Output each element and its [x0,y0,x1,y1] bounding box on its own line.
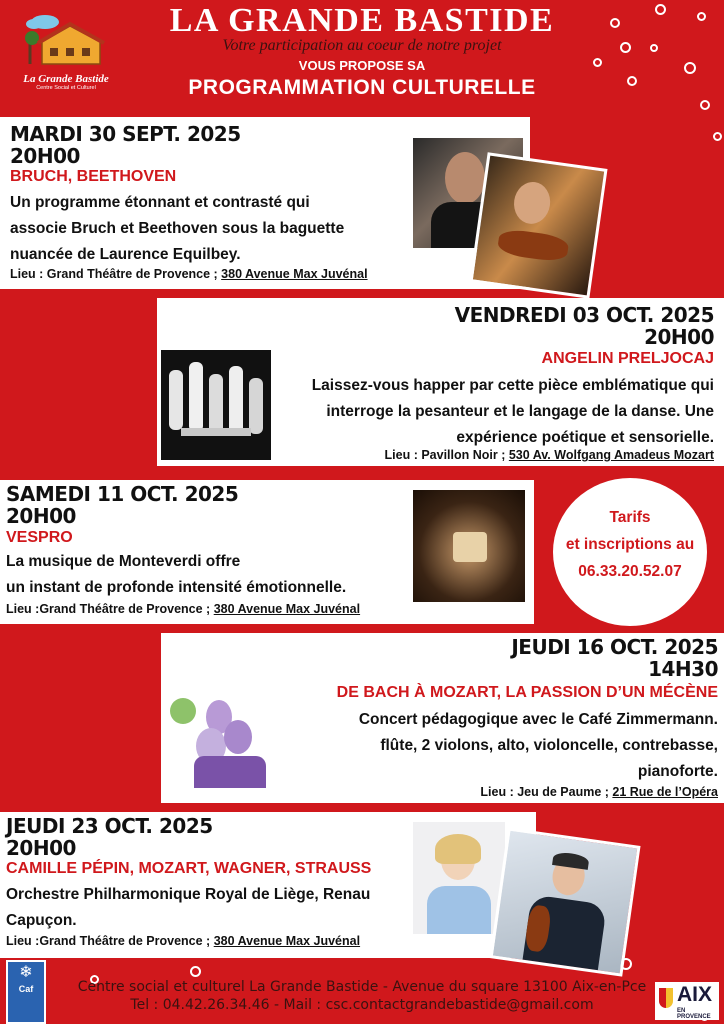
event-artist: VESPRO [6,529,73,546]
desc-line: associe Bruch et Beethoven sous la baguette [10,220,345,237]
event-date: JEUDI 16 OCT. 2025 [511,635,718,659]
page-subtitle: Votre participation au coeur de notre projet [222,37,502,54]
desc-line: nuancée de Laurence Equilbey. [10,246,241,263]
event-location [480,785,718,799]
event-date: JEUDI 23 OCT. 2025 [6,814,213,838]
event-photo [161,350,271,460]
desc-line: Concert pédagogique avec le Café Zimmermann. [358,711,718,728]
logo-subtext: Centre Social et Culturel [36,85,96,91]
location-address[interactable]: 380 Avenue Max Juvénal [213,934,361,948]
location-address[interactable]: 530 Av. Wolfgang Amadeus Mozart [508,448,714,462]
desc-line: Laissez-vous happer par cette pièce emblématique qui [311,377,714,394]
event-description [6,882,416,934]
event-photo [413,490,525,602]
desc-line: flûte, 2 violons, alto, violoncelle, contrebasse, [380,737,718,754]
location-label: Lieu : Pavillon Noir ; [384,448,509,462]
event-location [385,448,714,462]
desc-line: La musique de Monteverdi offre [6,553,241,570]
event-photo [489,827,640,976]
desc-line: Capuçon. [6,912,77,929]
logo-text: La Grande Bastide [23,73,109,85]
event-photo [413,822,505,934]
event-date: MARDI 30 SEPT. 2025 [10,122,241,146]
event-time: 20H00 [10,144,80,168]
aix-sublabel: EN PROVENCE [677,1008,711,1020]
event-time: 20H00 [6,836,76,860]
event-photo [469,152,607,299]
location-address[interactable]: 380 Avenue Max Juvénal [221,267,368,281]
event-artist: ANGELIN PRELJOCAJ [541,350,714,367]
event-location [6,934,360,948]
event-photo [166,680,274,790]
event-date: SAMEDI 11 OCT. 2025 [6,482,239,506]
location-label: Lieu : Jeu de Paume ; [480,785,613,799]
event-description [10,190,410,268]
desc-line: Un programme étonnant et contrasté qui [10,194,310,211]
location-label: Lieu :Grand Théâtre de Provence ; [6,602,214,616]
location-label: Lieu :Grand Théâtre de Provence ; [6,934,214,948]
tarifs-badge [553,478,707,626]
event-description [298,707,718,785]
desc-line: interroge la pesanteur et le langage de la danse. Une [326,403,714,420]
page-title: LA GRANDE BASTIDE [169,2,555,39]
event-artist: DE BACH À MOZART, LA PASSION D’UN MÉCÈNE [336,684,718,701]
desc-line: pianoforte. [637,763,718,780]
event-location [10,267,368,281]
event-artist: CAMILLE PÉPIN, MOZART, WAGNER, STRAUSS [6,860,372,877]
tarifs-label: et inscriptions au [565,536,695,553]
location-address[interactable]: 380 Avenue Max Juvénal [213,602,361,616]
shield-icon [659,988,673,1008]
programme-heading: PROGRAMMATION CULTURELLE [188,76,536,99]
footer-address: Centre social et culturel La Grande Bastide - Avenue du square 13100 Aix-en-Pce [77,979,647,995]
location-address[interactable]: 21 Rue de l’Opéra [612,785,718,799]
tarifs-phone[interactable]: 06.33.20.52.07 [578,563,682,580]
event-time: 20H00 [644,325,714,349]
footer-contact: Tel : 04.42.26.34.46 - Mail : csc.contactgrandebastide@gmail.com [130,997,594,1013]
desc-line: un instant de profonde intensité émotionnelle. [6,579,347,596]
event-description [6,549,406,601]
caf-label: Caf [18,984,34,994]
event-location [6,602,360,616]
desc-line: Orchestre Philharmonique Royal de Liège, Renau [6,886,371,903]
event-time: 20H00 [6,504,76,528]
snowflake-icon: ❄ [19,964,33,981]
aix-logo [655,982,719,1020]
event-time: 14H30 [648,657,718,681]
event-description [274,373,714,451]
aix-label: AIX [677,983,713,1006]
location-label: Lieu : Grand Théâtre de Provence ; [10,267,222,281]
propose-text: VOUS PROPOSE SA [298,58,426,73]
desc-line: expérience poétique et sensorielle. [456,429,714,446]
event-artist: BRUCH, BEETHOVEN [10,168,177,185]
event-date: VENDREDI 03 OCT. 2025 [454,303,714,327]
tarifs-label: Tarifs [609,509,651,526]
